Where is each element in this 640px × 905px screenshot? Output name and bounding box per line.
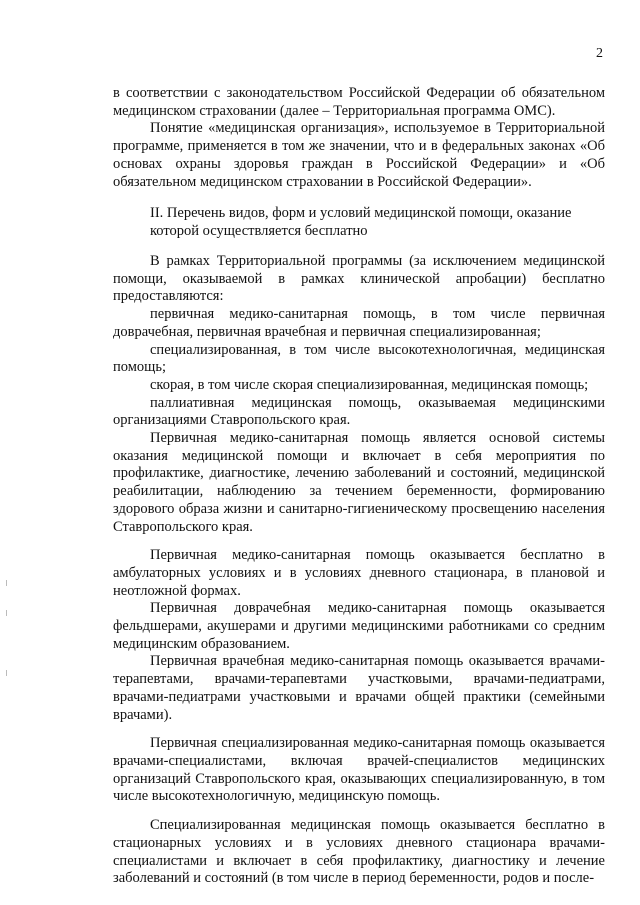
body-paragraph: Первичная медико-санитарная помощь оказывается бесплатно в амбулаторных условиях и в условиях дневного стационара, в плановой и неотложной формах. <box>113 547 605 599</box>
paragraph-spacer <box>113 536 605 547</box>
body-paragraph: специализированная, в том числе высокотехнологичная, медицинская помощь; <box>113 341 605 376</box>
scan-edge-marks <box>6 580 7 740</box>
body-paragraph: В рамках Территориальной программы (за исключением медицинской помощи, оказываемой в рамках клинической апробации) бесплатно предоставляются: <box>113 253 605 305</box>
intro-paragraph: Понятие «медицинская организация», используемое в Территориальной программе, применяется в том же значении, что и в федеральных законах «Об основах охраны здоровья граждан в Российской Федерации» и «Об обязательном медицинском страховании в Российской Федерации». <box>113 120 605 190</box>
body-paragraph: Первичная врачебная медико-санитарная помощь оказывается врачами-терапевтами, врачами-терапевтами участковыми, врачами-педиатрами, врачами-педиатрами участковыми и врачами общей практики (семейными врачами). <box>113 653 605 723</box>
intro-paragraph: в соответствии с законодательством Российской Федерации об обязательном медицинском страховании (далее – Территориальная программа ОМС). <box>113 85 605 119</box>
body-section <box>113 253 605 888</box>
body-paragraph: Первичная специализированная медико-санитарная помощь оказывается врачами-специалистами, включая врачей-специалистов медицинских организаций Ставропольского края, оказывающих специализированную, в том числе высокотехнологичную, медицинскую помощь. <box>113 735 605 805</box>
body-paragraph: скорая, в том числе скорая специализированная, медицинская помощь; <box>150 376 589 393</box>
paragraph-spacer <box>113 806 605 817</box>
body-paragraph: первичная медико-санитарная помощь, в том числе первичная доврачебная, первичная врачебная и первичная специализированная; <box>113 306 605 340</box>
body-paragraph: Первичная медико-санитарная помощь является основой системы оказания медицинской помощи и включает в себя мероприятия по профилактике, диагностике, лечению заболеваний и состояний, медицинской реабилитации, наблюдению за течением беременности, формированию здорового образа жизни и санитарно-гигиеническому просвещению населения Ставропольского края. <box>113 430 605 535</box>
page-number: 2 <box>596 46 603 61</box>
body-paragraph: Первичная доврачебная медико-санитарная помощь оказывается фельдшерами, акушерами и другими медицинскими работниками со средним медицинским образованием. <box>113 600 605 652</box>
intro-section <box>113 85 605 191</box>
paragraph-spacer <box>113 724 605 735</box>
body-paragraph: паллиативная медицинская помощь, оказываемая медицинскими организациями Ставропольского края. <box>113 394 605 429</box>
body-paragraph: Специализированная медицинская помощь оказывается бесплатно в стационарных условиях и в условиях дневного стационара врачами-специалистами и включает в себя профилактику, диагностику и лечение заболеваний и состояний (в том числе в период беременности, родов и после- <box>113 817 605 887</box>
section-heading: II. Перечень видов, форм и условий медицинской помощи, оказание которой осуществляется бесплатно <box>150 205 572 239</box>
